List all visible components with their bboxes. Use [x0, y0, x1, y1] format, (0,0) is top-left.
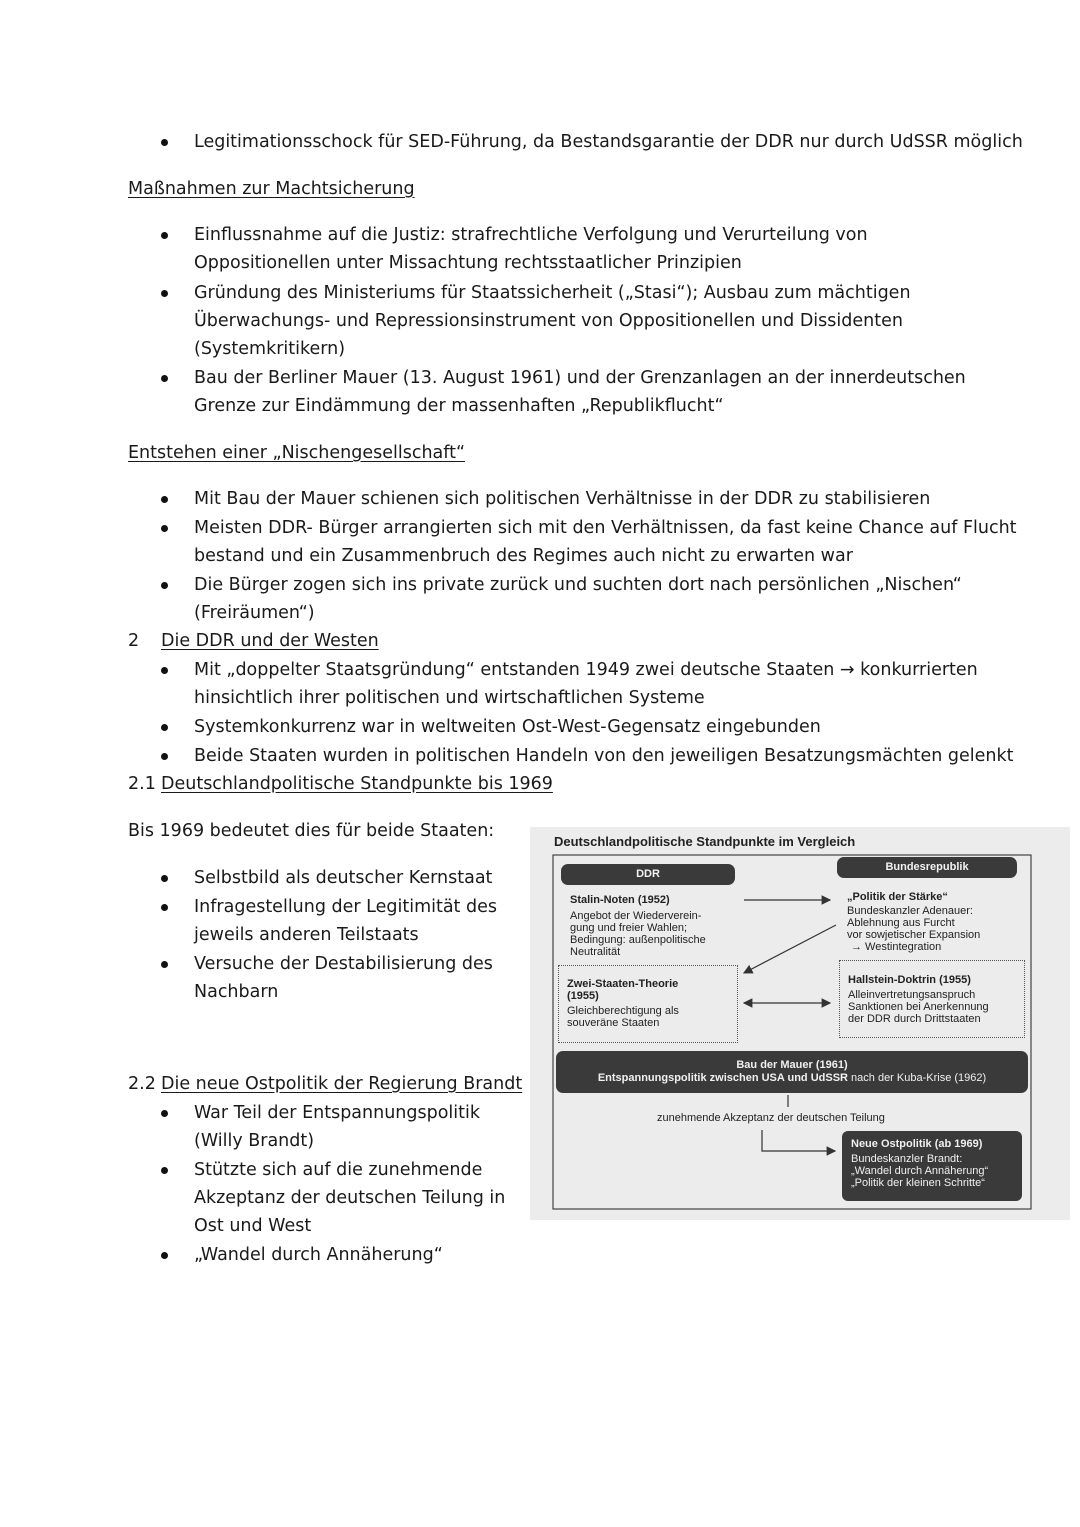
section-2-bullet-2: Systemkonkurrenz war in weltweiten Ost-West-Gegensatz eingebunden	[194, 717, 821, 737]
section-2-2-bullet-2-line-2: Akzeptanz der deutschen Teilung in	[194, 1188, 506, 1208]
ostpolitik-box	[842, 1131, 1022, 1201]
machtsicherung-bullet-1-line-2: Oppositionellen unter Missachtung rechtsstaatlicher Prinzipien	[194, 253, 742, 273]
intro-bullet-text: Legitimationsschock für SED-Führung, da Bestandsgarantie der DDR nur durch UdSSR möglich	[194, 132, 1023, 152]
nischen-bullet-2-line-1: Meisten DDR- Bürger arrangierten sich mit den Verhältnissen, da fast keine Chance auf Flucht	[194, 518, 1017, 538]
zwei-staaten-line: souveräne Staaten	[567, 1017, 660, 1029]
stalin-noten-title: Stalin-Noten (1952)	[570, 894, 670, 906]
section-2-1-bullet-1: Selbstbild als deutscher Kernstaat	[194, 868, 493, 888]
zwei-staaten-title: Zwei-Staaten-Theorie	[567, 978, 679, 990]
section-2-1-bullet-2-line-1: Infragestellung der Legitimität des	[194, 897, 497, 917]
staerke-line: Bundeskanzler Adenauer:	[847, 905, 973, 917]
bullet-dot	[161, 139, 168, 146]
bullet-dot	[161, 290, 168, 297]
bullet-dot	[161, 496, 168, 503]
bullet-dot	[161, 961, 168, 968]
bullet-dot	[161, 375, 168, 382]
zwei-staaten-line: Gleichberechtigung als	[567, 1005, 679, 1017]
section-2-heading: Die DDR und der Westen	[161, 631, 379, 651]
stalin-noten-line: Bedingung: außenpolitische	[570, 934, 706, 946]
machtsicherung-bullet-2-line-2: Überwachungs- und Repressionsinstrument von Oppositionellen und Dissidenten	[194, 311, 903, 331]
bullet-dot	[161, 667, 168, 674]
nischen-bullet-3-line-2: (Freiräumen“)	[194, 603, 315, 623]
stalin-noten-line: gung und freier Wahlen;	[570, 922, 687, 934]
brd-header: Bundesrepublik	[837, 857, 1017, 878]
hallstein-title: Hallstein-Doktrin (1955)	[848, 974, 971, 986]
staerke-line: → Westintegration	[851, 941, 942, 953]
staerke-title: „Politik der Stärke“	[847, 891, 948, 903]
zwei-staaten-block	[567, 978, 679, 1029]
politik-der-staerke-block	[847, 891, 980, 953]
machtsicherung-bullet-1-line-1: Einflussnahme auf die Justiz: strafrechtliche Verfolgung und Verurteilung von	[194, 225, 868, 245]
machtsicherung-bullet-3-line-2: Grenze zur Eindämmung der massenhaften „Republikflucht“	[194, 396, 724, 416]
mauer-bar-rest: nach der Kuba-Krise (1962)	[847, 1072, 987, 1084]
stalin-noten-line: Angebot der Wiederverein-	[570, 910, 702, 922]
section-2-2-number: 2.2	[128, 1074, 156, 1094]
section-2-bullet-3: Beide Staaten wurden in politischen Handeln von den jeweiligen Besatzungsmächten gelenkt	[194, 746, 1014, 766]
akzeptanz-text: zunehmende Akzeptanz der deutschen Teilung	[657, 1112, 885, 1124]
section-2-2-bullet-1-line-2: (Willy Brandt)	[194, 1131, 315, 1151]
section-2-1-bullet-3-line-2: Nachbarn	[194, 982, 279, 1002]
ostpolitik-title: Neue Ostpolitik (ab 1969)	[851, 1138, 983, 1150]
ddr-header: DDR	[561, 864, 735, 885]
mauer-bar-line-2	[556, 1072, 1028, 1085]
mauer-bar-line-1: Bau der Mauer (1961)	[736, 1059, 848, 1071]
staerke-line: Ablehnung aus Furcht	[847, 917, 955, 929]
machtsicherung-bullet-3-line-1: Bau der Berliner Mauer (13. August 1961) und der Grenzanlagen an der innerdeutschen	[194, 368, 966, 388]
comparison-figure	[530, 827, 1070, 1220]
ostpolitik-line: „Politik der kleinen Schritte“	[851, 1177, 985, 1189]
bullet-dot	[161, 904, 168, 911]
heading-nischengesellschaft: Entstehen einer „Nischengesellschaft“	[128, 443, 466, 463]
hallstein-block	[848, 974, 989, 1025]
section-2-1-number: 2.1	[128, 774, 156, 794]
figure-title: Deutschlandpolitische Standpunkte im Vergleich	[554, 834, 856, 849]
section-2-1-bullet-2-line-2: jeweils anderen Teilstaats	[194, 925, 419, 945]
heading-machtsicherung: Maßnahmen zur Machtsicherung	[128, 179, 415, 199]
mauer-bar	[556, 1051, 1028, 1093]
nischen-bullet-3-line-1: Die Bürger zogen sich ins private zurück und suchten dort nach persönlichen „Nischen“	[194, 575, 962, 595]
bullet-dot	[161, 525, 168, 532]
nischen-bullet-2-line-2: bestand und ein Zusammenbruch des Regimes auch nicht zu erwarten war	[194, 546, 853, 566]
bullet-dot	[161, 724, 168, 731]
ostpolitik-line: Bundeskanzler Brandt:	[851, 1153, 963, 1165]
bullet-dot	[161, 232, 168, 239]
section-2-2-bullet-1-line-1: War Teil der Entspannungspolitik	[194, 1103, 481, 1123]
section-2-2-heading: Die neue Ostpolitik der Regierung Brandt	[161, 1074, 523, 1094]
section-2-bullet-1-line-1: Mit „doppelter Staatsgründung“ entstanden 1949 zwei deutsche Staaten → konkurrierten	[194, 660, 978, 680]
section-2-1-intro: Bis 1969 bedeutet dies für beide Staaten:	[128, 821, 495, 841]
hallstein-line: Alleinvertretungsanspruch	[848, 989, 976, 1001]
section-2-bullet-1-line-2: hinsichtlich ihrer politischen und wirtschaftlichen Systeme	[194, 688, 705, 708]
stalin-noten-block	[570, 894, 706, 958]
ostpolitik-line: „Wandel durch Annäherung“	[851, 1165, 989, 1177]
section-2-2-bullet-2-line-1: Stützte sich auf die zunehmende	[194, 1160, 483, 1180]
mauer-bar-bold: Entspannungspolitik zwischen USA und UdSSR	[597, 1072, 848, 1084]
bullet-dot	[161, 1252, 168, 1259]
machtsicherung-bullet-2-line-1: Gründung des Ministeriums für Staatssicherheit („Stasi“); Ausbau zum mächtigen	[194, 283, 911, 303]
bullet-dot	[161, 1167, 168, 1174]
staerke-line: vor sowjetischer Expansion	[847, 929, 981, 941]
hallstein-line: der DDR durch Drittstaaten	[848, 1013, 981, 1025]
bullet-dot	[161, 875, 168, 882]
machtsicherung-bullet-2-line-3: (Systemkritikern)	[194, 339, 346, 359]
nischen-bullet-1: Mit Bau der Mauer schienen sich politischen Verhältnisse in der DDR zu stabilisieren	[194, 489, 931, 509]
bullet-dot	[161, 753, 168, 760]
hallstein-line: Sanktionen bei Anerkennung	[848, 1001, 989, 1013]
section-2-1-bullet-3-line-1: Versuche der Destabilisierung des	[194, 954, 493, 974]
bullet-dot	[161, 582, 168, 589]
section-2-2-bullet-2-line-3: Ost und West	[194, 1216, 312, 1236]
section-2-number: 2	[128, 631, 140, 651]
zwei-staaten-year: (1955)	[567, 990, 599, 1002]
bullet-dot	[161, 1110, 168, 1117]
section-2-1-heading: Deutschlandpolitische Standpunkte bis 1969	[161, 774, 553, 794]
section-2-2-bullet-3: „Wandel durch Annäherung“	[194, 1245, 443, 1265]
stalin-noten-line: Neutralität	[570, 946, 621, 958]
